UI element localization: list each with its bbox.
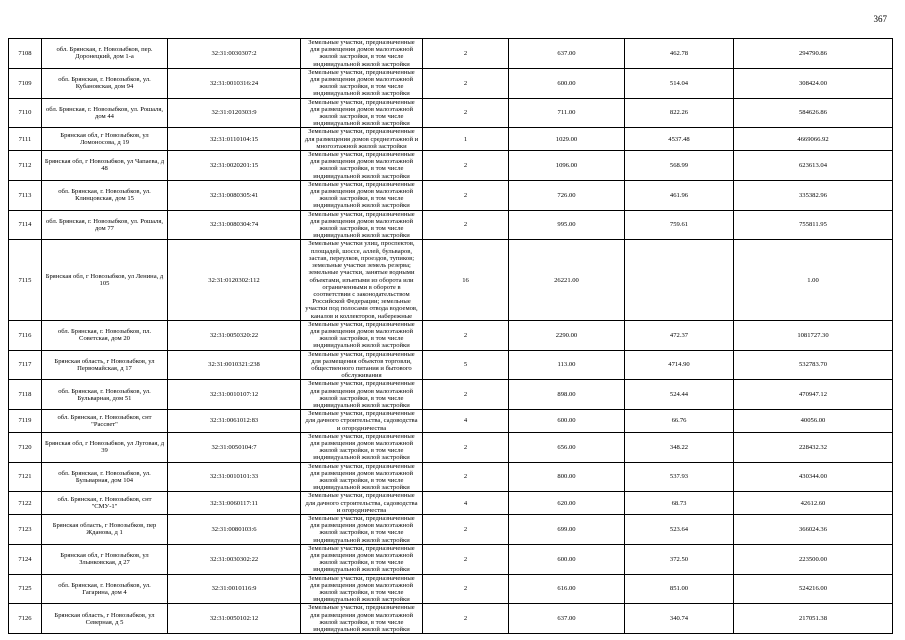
specific-value-cell: 462.78 (625, 39, 734, 69)
specific-value-cell: 68.73 (625, 492, 734, 515)
row-number-cell: 7121 (9, 462, 42, 492)
cadastral-number-cell: 32:31:0080103:6 (168, 515, 301, 545)
group-cell: 2 (423, 39, 509, 69)
table-row (9, 98, 893, 128)
table-row (9, 380, 893, 410)
specific-value-cell: 537.93 (625, 462, 734, 492)
land-use-cell: Земельные участки, предназначенные для дачного строительства, садоводства и огородничества (301, 410, 423, 433)
group-cell: 2 (423, 210, 509, 240)
table-row (9, 240, 893, 320)
cadastral-number-cell: 32:31:0020201:15 (168, 151, 301, 181)
row-number-cell: 7120 (9, 432, 42, 462)
cadastral-number-cell: 32:31:0061012:83 (168, 410, 301, 433)
specific-value-cell: 523.64 (625, 515, 734, 545)
row-number-cell: 7117 (9, 350, 42, 380)
group-cell: 2 (423, 380, 509, 410)
cadastral-value-cell: 584626.86 (734, 98, 893, 128)
area-cell: 800.00 (509, 462, 625, 492)
address-cell: обл. Брянская, г. Новозыбков, ул. Рошаля, дом 77 (42, 210, 168, 240)
cadastral-value-cell: 42612.60 (734, 492, 893, 515)
row-number-cell: 7123 (9, 515, 42, 545)
cadastral-number-cell: 32:31:0080305:41 (168, 180, 301, 210)
cadastral-value-cell: 4669066.92 (734, 128, 893, 151)
table-row (9, 39, 893, 69)
row-number-cell: 7112 (9, 151, 42, 181)
row-number-cell: 7116 (9, 320, 42, 350)
address-cell: обл. Брянская, г. Новозыбков, ул. Клинцовская, дом 15 (42, 180, 168, 210)
land-use-cell: Земельные участки, предназначенные для размещения домов малоэтажной жилой застройки, в том числе индивидуальной жилой застройки (301, 39, 423, 69)
area-cell: 600.00 (509, 410, 625, 433)
specific-value-cell: 4537.48 (625, 128, 734, 151)
land-use-cell: Земельные участки, предназначенные для размещения домов малоэтажной жилой застройки, в том числе индивидуальной жилой застройки (301, 210, 423, 240)
area-cell: 600.00 (509, 68, 625, 98)
group-cell: 2 (423, 320, 509, 350)
address-cell: Брянская обл, г Новозыбков, ул Ленина, д 105 (42, 240, 168, 320)
specific-value-cell: 514.04 (625, 68, 734, 98)
group-cell: 2 (423, 462, 509, 492)
cadastral-value-cell: 755811.95 (734, 210, 893, 240)
area-cell: 600.00 (509, 544, 625, 574)
specific-value-cell: 822.26 (625, 98, 734, 128)
cadastral-value-cell: 532783.70 (734, 350, 893, 380)
area-cell: 995.00 (509, 210, 625, 240)
land-use-cell: Земельные участки, предназначенные для дачного строительства, садоводства и огородничества (301, 492, 423, 515)
row-number-cell: 7115 (9, 240, 42, 320)
specific-value-cell: 4714.90 (625, 350, 734, 380)
cadastral-value-cell: 217051.38 (734, 604, 893, 634)
address-cell: Брянская область, г Новозыбков, ул Северная, д 5 (42, 604, 168, 634)
address-cell: обл. Брянская, г. Новозыбков, ул. Кубановская, дом 94 (42, 68, 168, 98)
specific-value-cell: 461.96 (625, 180, 734, 210)
address-cell: обл. Брянская, г. Новозыбков, ул. Бульварная, дом 51 (42, 380, 168, 410)
land-use-cell: Земельные участки, предназначенные для размещения объектов торговли, общественного питания и бытового обслуживания (301, 350, 423, 380)
address-cell: обл. Брянская, г. Новозыбков, ул. Рошаля, дом 44 (42, 98, 168, 128)
table-row (9, 410, 893, 433)
group-cell: 2 (423, 604, 509, 634)
specific-value-cell: 372.50 (625, 544, 734, 574)
area-cell: 726.00 (509, 180, 625, 210)
address-cell: обл. Брянская, г. Новозыбков, ул. Бульварная, дом 104 (42, 462, 168, 492)
land-use-cell: Земельные участки, предназначенные для размещения домов малоэтажной жилой застройки, в том числе индивидуальной жилой застройки (301, 462, 423, 492)
group-cell: 2 (423, 574, 509, 604)
area-cell: 656.00 (509, 432, 625, 462)
cadastral-value-cell: 430344.00 (734, 462, 893, 492)
cadastral-value-cell: 366024.36 (734, 515, 893, 545)
row-number-cell: 7113 (9, 180, 42, 210)
area-cell: 620.00 (509, 492, 625, 515)
cadastral-number-cell: 32:31:0030307:2 (168, 39, 301, 69)
table-row (9, 432, 893, 462)
table-row (9, 151, 893, 181)
cadastral-value-cell: 623613.04 (734, 151, 893, 181)
row-number-cell: 7108 (9, 39, 42, 69)
row-number-cell: 7109 (9, 68, 42, 98)
land-use-cell: Земельные участки, предназначенные для размещения домов малоэтажной жилой застройки, в том числе индивидуальной жилой застройки (301, 68, 423, 98)
address-cell: обл. Брянская, г. Новозыбков, ул. Гагарина, дом 4 (42, 574, 168, 604)
cadastral-number-cell: 32:31:0010321:238 (168, 350, 301, 380)
area-cell: 113.00 (509, 350, 625, 380)
table-row (9, 544, 893, 574)
row-number-cell: 7119 (9, 410, 42, 433)
land-use-cell: Земельные участки, предназначенные для размещения домов малоэтажной жилой застройки, в том числе индивидуальной жилой застройки (301, 320, 423, 350)
land-use-cell: Земельные участки, предназначенные для размещения домов малоэтажной жилой застройки, в том числе индивидуальной жилой застройки (301, 180, 423, 210)
group-cell: 2 (423, 432, 509, 462)
cadastral-number-cell: 32:31:0050102:12 (168, 604, 301, 634)
cadastral-value-cell: 308424.00 (734, 68, 893, 98)
table-row (9, 128, 893, 151)
land-use-cell: Земельные участки, предназначенные для размещения домов малоэтажной жилой застройки, в том числе индивидуальной жилой застройки (301, 544, 423, 574)
group-cell: 2 (423, 98, 509, 128)
cadastral-number-cell: 32:31:0030302:22 (168, 544, 301, 574)
area-cell: 616.00 (509, 574, 625, 604)
land-use-cell: Земельные участки улиц, проспектов, площадей, шоссе, аллей, бульваров, застав, переулков, проездов, тупиков; земельные участки земель резерва; земельные участки, занятые водными объектами, изъятыми из оборота или ограниченными в обороте в соответствии с законодательством Российской Федерации; земельные участки под полосами отвода водоемов, каналов и коллекторов, набережные (301, 240, 423, 320)
address-cell: Брянская обл, г Новозыбков, ул Ломоносова, д 19 (42, 128, 168, 151)
group-cell: 2 (423, 515, 509, 545)
group-cell: 2 (423, 68, 509, 98)
row-number-cell: 7118 (9, 380, 42, 410)
address-cell: обл. Брянская, г. Новозыбков, пл. Советская, дом 20 (42, 320, 168, 350)
table-row (9, 320, 893, 350)
specific-value-cell: 851.00 (625, 574, 734, 604)
cadastral-value-cell: 470947.12 (734, 380, 893, 410)
table-row (9, 604, 893, 634)
address-cell: обл. Брянская, г. Новозыбков, снт "Рассвет" (42, 410, 168, 433)
cadastral-value-cell: 228432.32 (734, 432, 893, 462)
land-use-cell: Земельные участки, предназначенные для размещения домов малоэтажной жилой застройки, в том числе индивидуальной жилой застройки (301, 380, 423, 410)
land-use-cell: Земельные участки, предназначенные для размещения домов малоэтажной жилой застройки, в том числе индивидуальной жилой застройки (301, 151, 423, 181)
group-cell: 5 (423, 350, 509, 380)
group-cell: 1 (423, 128, 509, 151)
cadastral-number-cell: 32:31:0120302:112 (168, 240, 301, 320)
row-number-cell: 7125 (9, 574, 42, 604)
group-cell: 16 (423, 240, 509, 320)
specific-value-cell: 524.44 (625, 380, 734, 410)
group-cell: 2 (423, 180, 509, 210)
table-row (9, 492, 893, 515)
land-use-cell: Земельные участки, предназначенные для размещения домов малоэтажной жилой застройки, в том числе индивидуальной жилой застройки (301, 604, 423, 634)
cadastral-value-cell: 1.00 (734, 240, 893, 320)
cadastral-value-cell: 40056.00 (734, 410, 893, 433)
row-number-cell: 7110 (9, 98, 42, 128)
specific-value-cell: 568.99 (625, 151, 734, 181)
cadastral-number-cell: 32:31:0110104:15 (168, 128, 301, 151)
specific-value-cell: 759.61 (625, 210, 734, 240)
cadastral-number-cell: 32:31:0060117:11 (168, 492, 301, 515)
address-cell: Брянская область, г Новозыбков, ул Первомайская, д 17 (42, 350, 168, 380)
cadastral-value-cell: 335382.96 (734, 180, 893, 210)
address-cell: Брянская обл, г Новозыбков, ул Чапаева, д 48 (42, 151, 168, 181)
land-use-cell: Земельные участки, предназначенные для размещения домов малоэтажной жилой застройки, в том числе индивидуальной жилой застройки (301, 515, 423, 545)
land-use-cell: Земельные участки, предназначенные для размещения домов среднеэтажной и многоэтажной жилой застройки (301, 128, 423, 151)
row-number-cell: 7111 (9, 128, 42, 151)
table-row (9, 462, 893, 492)
area-cell: 637.00 (509, 39, 625, 69)
cadastral-number-cell: 32:31:0050104:7 (168, 432, 301, 462)
table-row (9, 68, 893, 98)
land-use-cell: Земельные участки, предназначенные для размещения домов малоэтажной жилой застройки, в том числе индивидуальной жилой застройки (301, 432, 423, 462)
specific-value-cell (625, 240, 734, 320)
specific-value-cell: 472.37 (625, 320, 734, 350)
land-use-cell: Земельные участки, предназначенные для размещения домов малоэтажной жилой застройки, в том числе индивидуальной жилой застройки (301, 574, 423, 604)
cadastral-value-table (8, 38, 893, 634)
cadastral-number-cell: 32:31:0050320:22 (168, 320, 301, 350)
table-row (9, 515, 893, 545)
address-cell: Брянская обл, г Новозыбков, ул Злынковская, д 27 (42, 544, 168, 574)
area-cell: 699.00 (509, 515, 625, 545)
page-number: 367 (873, 14, 887, 24)
group-cell: 2 (423, 151, 509, 181)
area-cell: 1029.00 (509, 128, 625, 151)
address-cell: обл. Брянская, г. Новозыбков, пер. Доронецкий, дом 1-а (42, 39, 168, 69)
specific-value-cell: 66.76 (625, 410, 734, 433)
table-row (9, 350, 893, 380)
address-cell: обл. Брянская, г. Новозыбков, снт "СМУ-1" (42, 492, 168, 515)
row-number-cell: 7126 (9, 604, 42, 634)
group-cell: 4 (423, 410, 509, 433)
row-number-cell: 7122 (9, 492, 42, 515)
cadastral-value-cell: 294790.86 (734, 39, 893, 69)
land-use-cell: Земельные участки, предназначенные для размещения домов малоэтажной жилой застройки, в том числе индивидуальной жилой застройки (301, 98, 423, 128)
table-row (9, 210, 893, 240)
area-cell: 2290.00 (509, 320, 625, 350)
group-cell: 2 (423, 544, 509, 574)
table-row (9, 574, 893, 604)
specific-value-cell: 340.74 (625, 604, 734, 634)
cadastral-value-cell: 524216.00 (734, 574, 893, 604)
area-cell: 711.00 (509, 98, 625, 128)
cadastral-value-cell: 223500.00 (734, 544, 893, 574)
row-number-cell: 7124 (9, 544, 42, 574)
cadastral-number-cell: 32:31:0010316:24 (168, 68, 301, 98)
row-number-cell: 7114 (9, 210, 42, 240)
area-cell: 1096.00 (509, 151, 625, 181)
cadastral-value-cell: 1081727.30 (734, 320, 893, 350)
area-cell: 637.00 (509, 604, 625, 634)
address-cell: Брянская область, г Новозыбков, пер Жданова, д 1 (42, 515, 168, 545)
cadastral-number-cell: 32:31:0080304:74 (168, 210, 301, 240)
group-cell: 4 (423, 492, 509, 515)
cadastral-number-cell: 32:31:0010101:33 (168, 462, 301, 492)
table-row (9, 180, 893, 210)
cadastral-number-cell: 32:31:0120303:9 (168, 98, 301, 128)
address-cell: Брянская обл, г Новозыбков, ул Луговая, д 39 (42, 432, 168, 462)
cadastral-number-cell: 32:31:0010107:12 (168, 380, 301, 410)
specific-value-cell: 348.22 (625, 432, 734, 462)
cadastral-number-cell: 32:31:0010116:9 (168, 574, 301, 604)
area-cell: 898.00 (509, 380, 625, 410)
area-cell: 26221.00 (509, 240, 625, 320)
